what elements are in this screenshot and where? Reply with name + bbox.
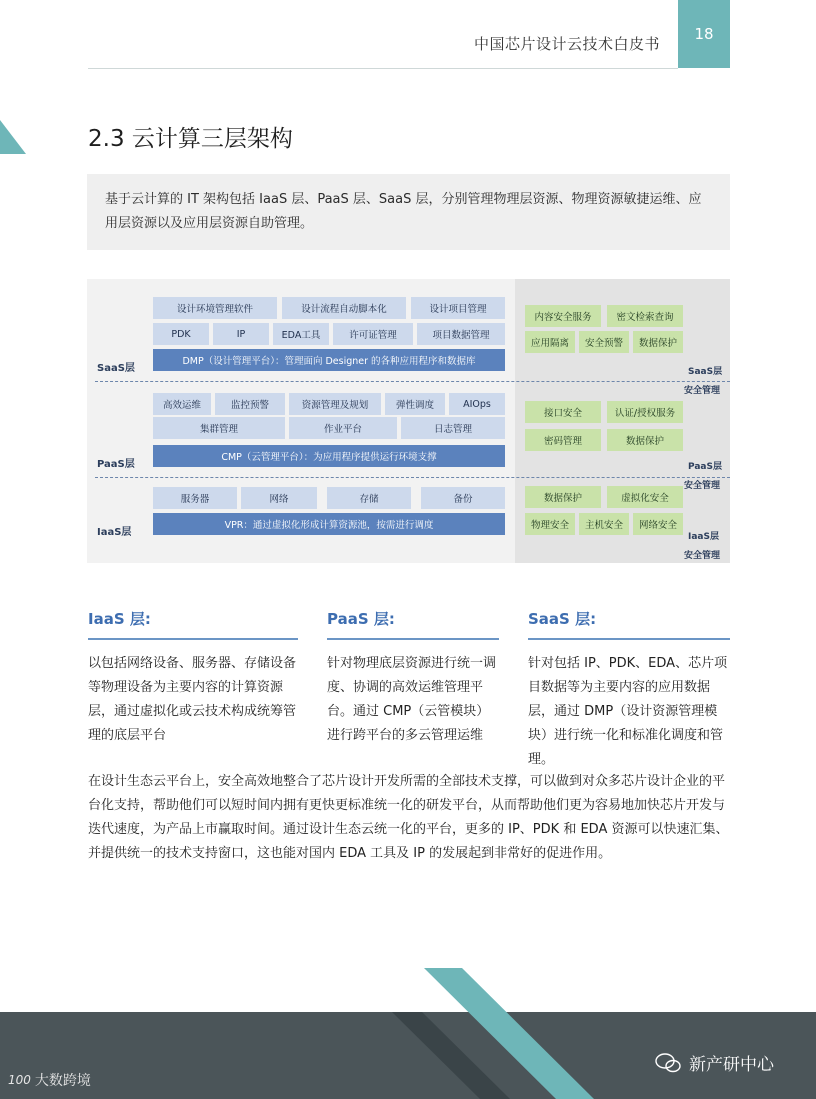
column-text: 以包括网络设备、服务器、存储设备等物理设备为主要内容的计算资源层，通过虚拟化或云技术构成统筹管理的底层平台 [88, 656, 297, 743]
security-layer-label [684, 461, 722, 492]
architecture-diagram [87, 279, 730, 563]
paas-column [327, 608, 499, 748]
security-item: 虚拟化安全 [607, 486, 683, 508]
footer-logo [8, 1070, 91, 1090]
saas-column [528, 608, 730, 772]
sec-mgmt-name: 安全管理 [684, 386, 721, 396]
column-title: PaaS 层: [327, 610, 395, 628]
paas-item: 日志管理 [401, 417, 505, 439]
saas-item: 项目数据管理 [417, 323, 505, 345]
sec-layer-name: IaaS层 [688, 532, 719, 542]
column-text: 针对物理底层资源进行统一调度、协调的高效运维管理平台。通过 CMP（云管模块）进行跨平台的多云管理运维 [327, 656, 497, 743]
iaas-column [88, 608, 298, 748]
security-item: 应用隔离 [525, 331, 575, 353]
saas-item: IP [213, 323, 269, 345]
paas-layer-label: PaaS层 [97, 459, 135, 470]
paas-item: 弹性调度 [385, 393, 445, 415]
paas-item: AIOps [449, 393, 505, 415]
page-number-tab [678, 0, 730, 68]
saas-item: 许可证管理 [333, 323, 413, 345]
wechat-icon [655, 1052, 681, 1074]
column-text: 针对包括 IP、PDK、EDA、芯片项目数据等为主要内容的应用数据层，通过 DMP（设计资源管理模块）进行统一化和标准化调度和管理。 [528, 656, 728, 767]
header-rule [88, 68, 678, 69]
saas-item: 设计项目管理 [411, 297, 505, 319]
security-item: 主机安全 [579, 513, 629, 535]
intro-text: 基于云计算的 IT 架构包括 IaaS 层、PaaS 层、SaaS 层，分别管理物理层资源、物理资源敏捷运维、应用层资源以及应用层资源自助管理。 [105, 192, 702, 231]
security-item: 数据保护 [633, 331, 683, 353]
security-item: 数据保护 [525, 486, 601, 508]
page-number: 18 [694, 25, 714, 43]
column-rule [327, 638, 499, 640]
security-item: 认证/授权服务 [607, 401, 683, 423]
footer-stripes [0, 960, 816, 1099]
security-item: 安全预警 [579, 331, 629, 353]
section-title: 2.3 云计算三层架构 [88, 126, 293, 152]
saas-item: EDA工具 [273, 323, 329, 345]
sec-layer-name: SaaS层 [688, 367, 723, 377]
iaas-layer-label: IaaS层 [97, 527, 132, 538]
layer-divider [95, 381, 730, 382]
column-rule [528, 638, 730, 640]
vpr-bar: VPR：通过虚拟化形成计算资源池，按需进行调度 [153, 513, 505, 535]
security-layer-label [684, 366, 723, 397]
document-title: 中国芯片设计云技术白皮书 [473, 35, 660, 53]
iaas-item: 服务器 [153, 487, 237, 509]
column-rule [88, 638, 298, 640]
corner-decoration [0, 120, 26, 154]
security-item: 物理安全 [525, 513, 575, 535]
body-paragraph: 在设计生态云平台上，安全高效地整合了芯片设计开发所需的全部技术支撑，可以做到对众多芯片设计企业的平台化支持，帮助他们可以短时间内拥有更快更标准统一化的研发平台，从而帮助他们更为容易地加快芯片开发与迭代速度，为产品上市赢取时间。通过设计生态云统一化的平台，更多的 IP、PDK 和 EDA 资源可以快速汇集、并提供统一的技术支持窗口，这也能对国内 EDA 工具及 IP 的发展起到非常好的促进作用。 [88, 774, 729, 861]
cmp-bar: CMP（云管理平台）：为应用程序提供运行环境支撑 [153, 445, 505, 467]
logo-text: 大数跨境 [34, 1073, 91, 1089]
iaas-item: 备份 [421, 487, 505, 509]
saas-item: PDK [153, 323, 209, 345]
security-item: 数据保护 [607, 429, 683, 451]
paas-item: 资源管理及规划 [289, 393, 381, 415]
paas-item: 监控预警 [215, 393, 285, 415]
security-item: 密文检索查询 [607, 305, 683, 327]
security-layer-label [684, 531, 721, 562]
wechat-account [655, 1050, 774, 1075]
security-item: 网络安全 [633, 513, 683, 535]
paas-item: 作业平台 [289, 417, 397, 439]
iaas-item: 网络 [241, 487, 317, 509]
paas-item: 高效运维 [153, 393, 211, 415]
saas-item: 设计流程自动脚本化 [282, 297, 406, 319]
sec-mgmt-name: 安全管理 [684, 481, 721, 491]
logo-mark-icon: 100 [8, 1073, 31, 1087]
dmp-bar: DMP（设计管理平台）：管理面向 Designer 的各种应用程序和数据库 [153, 349, 505, 371]
sec-mgmt-name: 安全管理 [684, 551, 721, 561]
saas-layer-label: SaaS层 [97, 363, 135, 374]
security-item: 密码管理 [525, 429, 601, 451]
iaas-item: 存储 [327, 487, 411, 509]
sec-layer-name: PaaS层 [688, 462, 722, 472]
column-title: IaaS 层: [88, 610, 151, 628]
layer-divider [95, 477, 730, 478]
intro-box [87, 174, 730, 250]
saas-item: 设计环境管理软件 [153, 297, 277, 319]
security-item: 内容安全服务 [525, 305, 601, 327]
wechat-name: 新产研中心 [689, 1055, 774, 1075]
column-title: SaaS 层: [528, 610, 597, 628]
security-item: 接口安全 [525, 401, 601, 423]
paas-item: 集群管理 [153, 417, 285, 439]
